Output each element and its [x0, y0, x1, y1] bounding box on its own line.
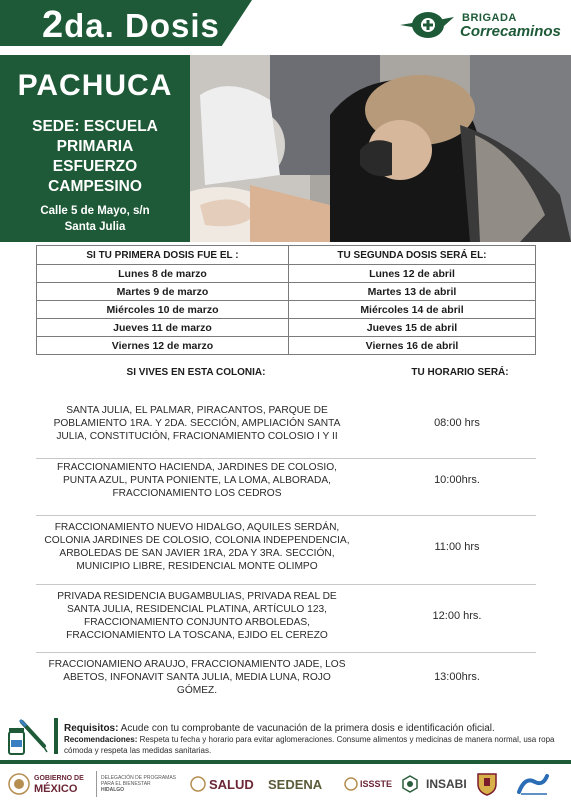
sede-line: SEDE: ESCUELA — [32, 118, 158, 135]
footer-logos — [0, 760, 571, 800]
roadrunner-icon — [398, 8, 456, 42]
sede-line: CAMPESINO — [48, 178, 142, 195]
colonia-list — [22, 645, 372, 709]
brand-line2: Correcaminos — [460, 23, 561, 40]
table-row — [37, 319, 536, 337]
schedule-time: 11:00 hrs — [434, 541, 480, 553]
colonia-list — [22, 448, 372, 512]
colonia-line: ARBOLEDAS DE SAN JAVIER 1RA, 2DA Y 3RA. SECCIÓN, — [59, 548, 335, 559]
colonia-header: SI VIVES EN ESTA COLONIA: — [126, 367, 266, 378]
table-row — [37, 265, 536, 283]
servicios-salud-logo — [515, 771, 551, 797]
deleg-line: DELEGACIÓN DE PROGRAMAS — [101, 775, 177, 781]
second-dose-header: TU SEGUNDA DOSIS SERÁ EL: — [288, 246, 535, 265]
salud-seal-icon — [190, 776, 206, 792]
colonia-line: FRACCIONAMIENTO LA TOSCANA, EJIDO EL CEREZO — [66, 630, 328, 641]
colonia-line: POBLAMIENTO 1RA. Y 2DA. SECCIÓN, AMPLIACIÓN SANTA — [53, 417, 341, 429]
hidalgo-shield-logo — [476, 771, 498, 797]
brand-line1: BRIGADA — [462, 12, 517, 24]
schedule-row — [22, 391, 552, 455]
first-dose-date: Martes 9 de marzo — [37, 283, 289, 301]
sede-name — [0, 117, 190, 197]
eagle-seal-icon — [8, 773, 30, 795]
colonia-line: ABETOS, INFONAVIT SANTA JULIA, MEDIA LUNA, ROJO — [63, 671, 331, 683]
first-dose-date: Miércoles 10 de marzo — [37, 301, 289, 319]
insabi-logo — [426, 771, 467, 797]
gob-line1: GOBIERNO DE — [34, 775, 84, 782]
second-dose-date: Miércoles 14 de abril — [288, 301, 535, 319]
colonia-line: MUNICIPIO LIBRE, RESIDENCIAL MONTE OLIMPO — [76, 561, 318, 572]
insabi-text: INSABI — [426, 777, 467, 791]
schedule-row — [22, 584, 552, 648]
colonia-list — [22, 584, 372, 648]
colonia-line: FRACCIONAMIENTO HACIENDA, JARDINES DE COLOSIO, — [56, 461, 337, 473]
first-dose-header: SI TU PRIMERA DOSIS FUE EL : — [37, 246, 289, 265]
recommendations-label: Recomendaciones: — [64, 735, 138, 744]
requirements-text — [64, 723, 564, 756]
deleg-line: PARA EL BIENESTAR — [101, 781, 151, 787]
table-row — [37, 283, 536, 301]
salud-logo — [190, 771, 254, 797]
second-dose-date: Jueves 15 de abril — [288, 319, 535, 337]
sedena-logo — [268, 771, 322, 797]
colonia-line: FRACCIONAMIENTO LOS CEDROS — [112, 487, 282, 499]
dose-suffix: da. Dosis — [64, 7, 220, 44]
issste-text: ISSSTE — [360, 779, 393, 789]
requirements-box — [0, 714, 571, 758]
gobierno-mexico-logo — [8, 771, 84, 797]
colonia-line: COLONIA JARDINES DE COLOSIO, COLONIA INDEPENDENCIA, — [44, 535, 350, 546]
recommendations-body: Respeta tu fecha y horario para evitar aglomeraciones. Consume alimentos y medicinas de manera normal, usa ropa cómoda y respeta las medidas sanitarias. — [64, 735, 555, 755]
table-header-row — [37, 246, 536, 265]
colonia-line: PRIVADA RESIDENCIA BUGAMBULIAS, PRIVADA REAL DE — [57, 591, 337, 602]
location-panel — [0, 55, 190, 242]
colonia-line: JULIA, CONSTITUCIÓN, FRACIONAMIENTO COLOSIO I Y II — [56, 430, 338, 442]
schedule-row — [22, 645, 552, 709]
table-row — [37, 301, 536, 319]
deleg-line: HIDALGO — [101, 787, 125, 793]
table-row — [37, 337, 536, 355]
imss-logo — [402, 771, 418, 797]
gob-line2: MÉXICO — [34, 783, 78, 795]
address-line: Calle 5 de Mayo, s/n — [40, 205, 150, 217]
address-line: Santa Julia — [64, 221, 126, 233]
colonia-line: SANTA JULIA, EL PALMAR, PIRACANTOS, PARQUE DE — [66, 404, 328, 416]
salud-text: SALUD — [209, 776, 254, 792]
schedule-row — [22, 515, 552, 579]
schedule-row — [22, 448, 552, 512]
dose-number: 2 — [42, 4, 65, 46]
issste-logo — [344, 771, 392, 797]
hero-section — [0, 55, 571, 242]
city-name: PACHUCA — [17, 69, 173, 102]
imss-icon — [402, 775, 418, 793]
dose-date-table — [36, 245, 536, 355]
vaccine-icon — [6, 716, 48, 756]
colonia-line: PUNTA AZUL, PUNTA PONIENTE, LA LOMA, ALBORADA, — [63, 474, 331, 486]
first-dose-date: Jueves 11 de marzo — [37, 319, 289, 337]
first-dose-date: Viernes 12 de marzo — [37, 337, 289, 355]
header — [0, 0, 571, 55]
schedule-time: 08:00 hrs — [434, 417, 480, 429]
colonia-line: SANTA JULIA, RESIDENCIAL PLATINA, ARTÍCULO 123, — [66, 604, 328, 615]
colonia-line: FRACCIONAMIENTO NUEVO HIDALGO, AQUILES SERDÁN, — [54, 522, 340, 533]
brigada-logo — [398, 6, 568, 46]
issste-seal-icon — [344, 777, 358, 791]
colonia-line: GÓMEZ. — [176, 684, 218, 696]
horario-header: TU HORARIO SERÁ: — [411, 367, 509, 378]
first-dose-date: Lunes 8 de marzo — [37, 265, 289, 283]
servicios-salud-icon — [515, 772, 551, 796]
sede-address — [0, 203, 190, 235]
dose-title — [42, 4, 220, 47]
delegacion-logo — [96, 771, 176, 797]
colonia-line: FRACCIONAMIENO ARAUJO, FRACCIONAMIENTO JADE, LOS — [48, 658, 346, 670]
requirements-accent-bar — [54, 718, 58, 754]
sede-line: ESFUERZO — [52, 158, 138, 175]
requirements-body: Acude con tu comprobante de vacunación de la primera dosis e identificación oficial. — [118, 723, 495, 734]
schedule-time: 12:00 hrs. — [432, 610, 482, 622]
second-dose-date: Martes 13 de abril — [288, 283, 535, 301]
colonia-list — [22, 515, 372, 579]
schedule-time: 13:00hrs. — [434, 671, 480, 683]
sedena-text: SEDENA — [268, 776, 323, 792]
colonia-list — [22, 391, 372, 455]
colonia-line: FRACCIONAMIENTO CONJUNTO ARBOLEDAS, — [83, 617, 311, 628]
sede-line: PRIMARIA — [56, 138, 134, 155]
second-dose-date: Lunes 12 de abril — [288, 265, 535, 283]
schedule-time: 10:00hrs. — [434, 474, 480, 486]
requirements-label: Requisitos: — [64, 723, 119, 734]
shield-icon — [476, 772, 498, 796]
second-dose-date: Viernes 16 de abril — [288, 337, 535, 355]
